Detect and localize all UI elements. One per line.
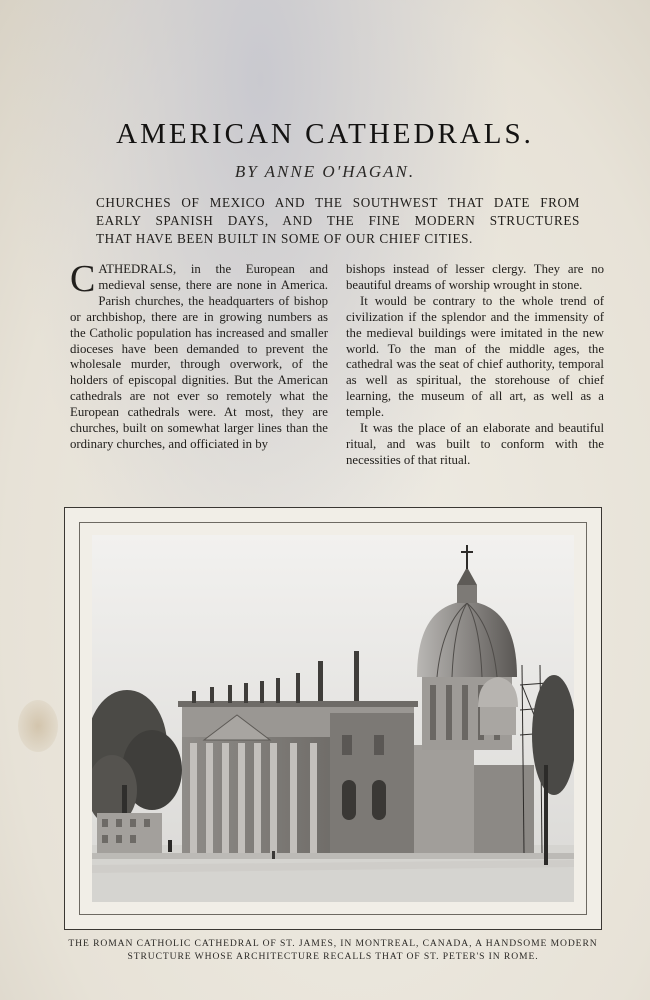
figure-caption xyxy=(60,937,606,963)
article-deck xyxy=(96,194,580,248)
caption-line: THE ROMAN CATHOLIC CATHEDRAL OF ST. JAMES, IN MONTREAL, CANADA, A HANDSOME MODERN xyxy=(68,938,598,949)
figure-frame xyxy=(64,507,602,930)
deck-line: EARLY SPANISH DAYS, AND THE FINE MODERN STRUCTURES xyxy=(96,213,580,228)
body-paragraph: It was the place of an elaborate and beautiful ritual, and was built to conform with the necessities of that ritual. xyxy=(346,421,604,467)
figure-inner-border xyxy=(79,522,587,915)
article-title: AMERICAN CATHEDRALS. xyxy=(116,118,534,150)
deck-line: THAT HAVE BEEN BUILT IN SOME OF OUR CHIEF CITIES. xyxy=(96,231,473,246)
article-byline: BY ANNE O'HAGAN. xyxy=(234,162,416,181)
cathedral-illustration xyxy=(92,535,574,902)
body-paragraph: It would be contrary to the whole trend of civilization if the splendor and the immensity of the medieval buildings were imitated in the new world. To the man of the middle ages, the cathedral was the seat of chief authority, temporal as well as spiritual, the storehouse of chief learning, the museum of all art, as well as a temple. xyxy=(346,293,604,420)
body-column-left xyxy=(70,258,328,453)
paper-stain xyxy=(18,700,58,752)
drop-cap: C xyxy=(70,258,96,300)
cathedral-photograph xyxy=(92,535,574,902)
deck-line: CHURCHES OF MEXICO AND THE SOUTHWEST THAT DATE FROM xyxy=(96,195,580,210)
caption-line: STRUCTURE WHOSE ARCHITECTURE RECALLS THAT OF ST. PETER'S IN ROME. xyxy=(127,951,539,962)
body-paragraph xyxy=(70,258,328,453)
paragraph-text: ATHEDRALS, in the European and medieval sense, there are none in America. Parish churches, the headquarters of bishop or archbishop, there are in growing numbers as the Catholic population has increased and smaller dioceses have been demanded to prevent the wholesale murder, through overwork, of the holders of episcopal dignities. But the American cathedrals are not ever so remotely what the European cathedrals were. At most, they are churches, built on somewhat larger lines than the ordinary churches, and officiated in by xyxy=(70,262,328,451)
body-column-right xyxy=(346,262,604,469)
body-paragraph: bishops instead of lesser clergy. They are no beautiful dreams of worship wrought in stone. xyxy=(346,262,604,292)
